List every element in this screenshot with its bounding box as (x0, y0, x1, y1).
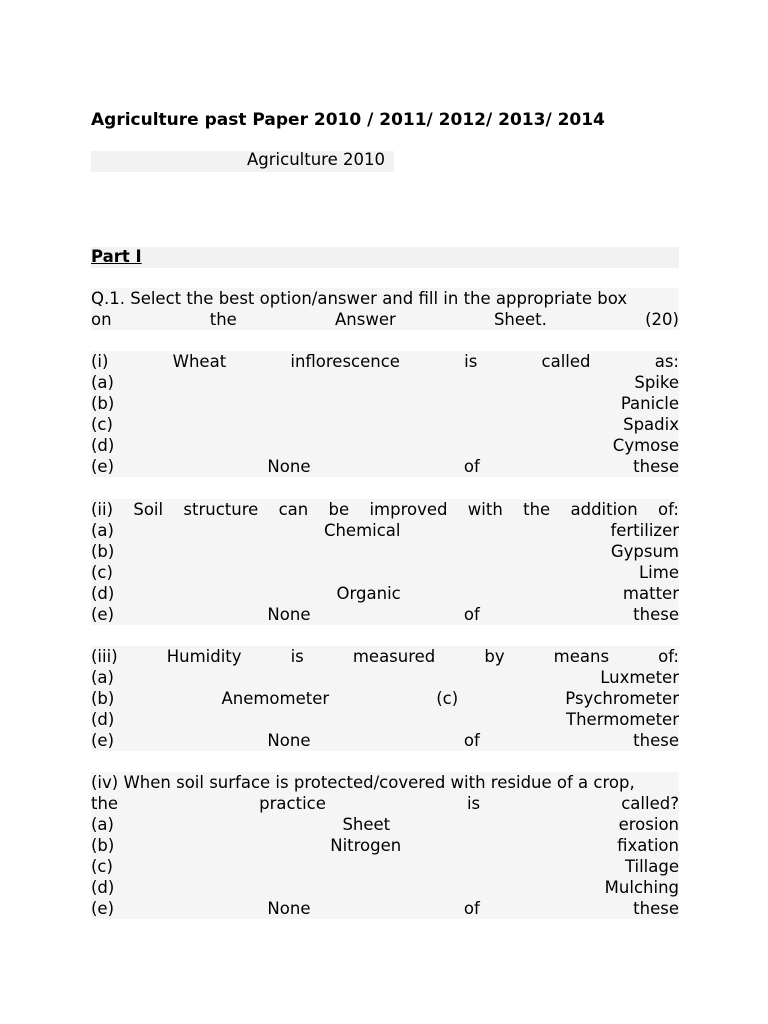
option-text: these (633, 605, 679, 624)
stem-word: can (278, 500, 309, 519)
answer-option (91, 688, 679, 709)
stem-word: (i) (91, 352, 109, 371)
intro-word: on (91, 310, 112, 329)
answer-option (91, 393, 679, 414)
stem-word: by (484, 647, 505, 666)
option-text: Cymose (612, 436, 679, 455)
option-letter: (c) (91, 857, 113, 876)
answer-option (91, 709, 679, 730)
option-text: Gypsum (610, 542, 679, 561)
option-text: Luxmeter (600, 668, 679, 687)
intro-word: Sheet. (493, 310, 547, 329)
question-stem-line (91, 351, 679, 372)
question-stem-line (91, 793, 679, 814)
option-letter: (b) (91, 542, 115, 561)
stem-word: as: (654, 352, 679, 371)
option-text: these (633, 899, 679, 918)
answer-option (91, 562, 679, 583)
page-title: Agriculture past Paper 2010 / 2011/ 2012/ 2013/ 2014 (91, 110, 605, 130)
option-text: Nitrogen (330, 836, 402, 855)
stem-word: the (91, 794, 119, 813)
option-text: None (267, 731, 311, 750)
answer-option (91, 730, 679, 751)
question-stem-line (91, 772, 679, 793)
answer-option (91, 583, 679, 604)
intro-word: (20) (645, 310, 679, 329)
option-text: Spadix (623, 415, 679, 434)
option-text: Tillage (624, 857, 679, 876)
answer-option (91, 835, 679, 856)
option-text: Spike (634, 373, 679, 392)
stem-word: improved (369, 500, 448, 519)
intro-line-2 (91, 309, 679, 330)
answer-option (91, 667, 679, 688)
option-text: of (463, 605, 480, 624)
option-letter: (e) (91, 457, 115, 476)
option-letter: (b) (91, 689, 115, 708)
option-letter: (a) (91, 521, 114, 540)
stem-word: of: (658, 647, 679, 666)
stem-word: called? (621, 794, 679, 813)
option-text: Mulching (604, 878, 679, 897)
option-letter: (a) (91, 815, 114, 834)
stem-word: the (523, 500, 551, 519)
option-text: of (463, 457, 480, 476)
question-block (91, 646, 679, 751)
option-text: None (267, 457, 311, 476)
option-text: of (463, 899, 480, 918)
option-text: matter (622, 584, 679, 603)
stem-word: (iii) (91, 647, 118, 666)
answer-option (91, 877, 679, 898)
option-letter: (a) (91, 668, 114, 687)
stem-word: is (290, 647, 304, 666)
question-stem-line (91, 646, 679, 667)
stem-word: Soil (133, 500, 164, 519)
question-block (91, 351, 679, 477)
option-letter: (b) (91, 394, 115, 413)
answer-option (91, 372, 679, 393)
stem-word: be (328, 500, 350, 519)
option-letter: (e) (91, 605, 115, 624)
option-text: these (633, 457, 679, 476)
part-heading-highlight (91, 247, 679, 268)
part-heading: Part I (91, 247, 142, 266)
option-letter: (c) (91, 415, 113, 434)
answer-option (91, 435, 679, 456)
question-block (91, 499, 679, 625)
option-text: fertilizer (610, 521, 679, 540)
option-text: None (267, 899, 311, 918)
stem-word: with (467, 500, 503, 519)
option-text: fixation (617, 836, 679, 855)
option-text: Anemometer (221, 689, 330, 708)
answer-option (91, 604, 679, 625)
option-letter: (c) (91, 563, 113, 582)
option-letter: (a) (91, 373, 114, 392)
stem-word: measured (352, 647, 436, 666)
answer-option (91, 856, 679, 877)
option-letter: (d) (91, 584, 115, 603)
stem-word: Wheat (172, 352, 227, 371)
stem-word: of: (658, 500, 679, 519)
answer-option (91, 520, 679, 541)
answer-option (91, 898, 679, 919)
question-intro (91, 288, 679, 330)
stem-word: structure (183, 500, 259, 519)
answer-option (91, 414, 679, 435)
option-text: Panicle (620, 394, 679, 413)
option-letter: (e) (91, 899, 115, 918)
intro-word: the (209, 310, 237, 329)
option-text: (c) (436, 689, 459, 708)
option-text: Sheet (342, 815, 391, 834)
option-letter: (d) (91, 710, 115, 729)
answer-option (91, 456, 679, 477)
stem-word: practice (259, 794, 326, 813)
option-text: Psychrometer (565, 689, 679, 708)
option-letter: (d) (91, 878, 115, 897)
stem-word: is (466, 794, 481, 813)
stem-word: called (541, 352, 591, 371)
stem-word: is (464, 352, 478, 371)
intro-word: Answer (335, 310, 396, 329)
answer-option (91, 541, 679, 562)
option-letter: (b) (91, 836, 115, 855)
stem-word: Humidity (166, 647, 242, 666)
option-text: of (463, 731, 480, 750)
intro-line-1: Q.1. Select the best option/answer and fill in the appropriate box (91, 288, 679, 309)
option-text: Thermometer (566, 710, 679, 729)
paper-year-heading: Agriculture 2010 (247, 150, 385, 169)
stem-word: means (553, 647, 610, 666)
option-text: Organic (336, 584, 401, 603)
option-text: erosion (618, 815, 679, 834)
stem-word: (iv) When soil surface is protected/covered with residue of a crop, (91, 773, 635, 792)
answer-option (91, 814, 679, 835)
option-letter: (e) (91, 731, 115, 750)
option-text: Chemical (323, 521, 401, 540)
stem-word: (ii) (91, 500, 114, 519)
question-block (91, 772, 679, 919)
question-stem-line (91, 499, 679, 520)
option-text: Lime (638, 563, 679, 582)
option-text: these (633, 731, 679, 750)
stem-word: addition (570, 500, 638, 519)
stem-word: inflorescence (290, 352, 400, 371)
option-letter: (d) (91, 436, 115, 455)
option-text: None (267, 605, 311, 624)
